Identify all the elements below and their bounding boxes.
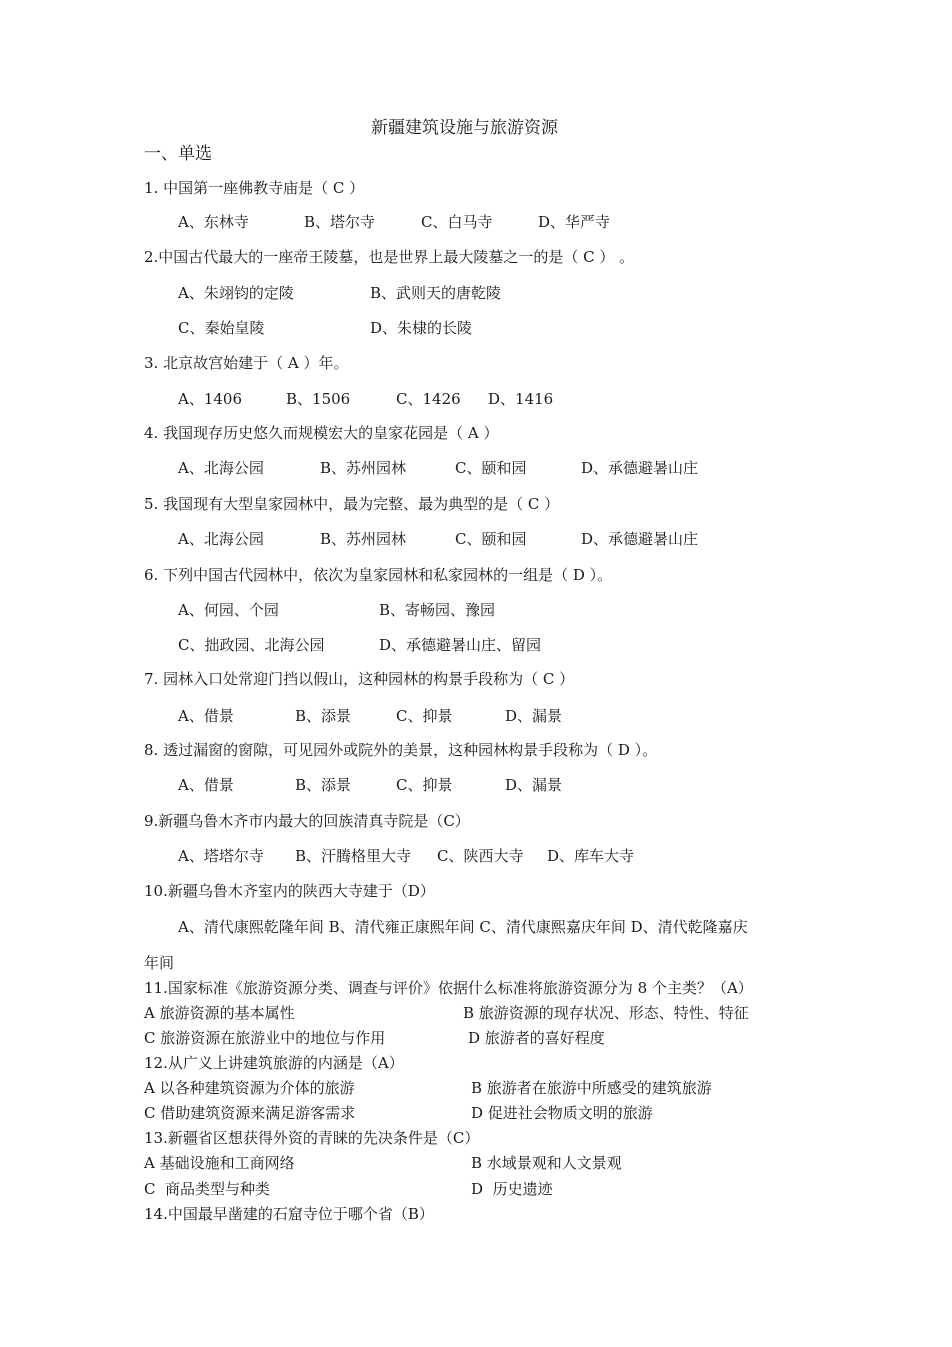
- q1-option-a: A、东林寺: [178, 213, 249, 231]
- question-4: 4. 我国现存历史悠久而规模宏大的皇家花园是（ A ）: [144, 424, 499, 442]
- q12-option-a: A 以各种建筑资源为介体的旅游: [144, 1079, 355, 1097]
- q4-option-d: D、承德避暑山庄: [581, 459, 699, 477]
- q11-option-c: C 旅游资源在旅游业中的地位与作用: [144, 1029, 386, 1047]
- question-14: 14.中国最早凿建的石窟寺位于哪个省（B）: [144, 1205, 434, 1223]
- q12-option-b: B 旅游者在旅游中所感受的建筑旅游: [471, 1079, 712, 1097]
- question-5: 5. 我国现有大型皇家园林中，最为完整、最为典型的是（ C ）: [144, 495, 560, 513]
- q1-option-d: D、华严寺: [538, 213, 611, 231]
- q7-option-a: A、借景: [178, 707, 234, 725]
- section-heading: 一、单选: [144, 144, 212, 164]
- question-3: 3. 北京故宫始建于（ A ）年。: [144, 354, 349, 372]
- q13-option-b: B 水域景观和人文景观: [471, 1154, 622, 1172]
- q8-option-d: D、漏景: [505, 776, 563, 794]
- q8-option-a: A、借景: [178, 776, 234, 794]
- q3-option-c: C、1426: [396, 390, 461, 408]
- q9-option-c: C、陕西大寺: [437, 847, 524, 865]
- question-9: 9.新疆乌鲁木齐市内最大的回族清真寺院是（C）: [144, 812, 470, 830]
- q5-option-c: C、颐和园: [455, 530, 527, 548]
- q10-options-wrap: 年间: [144, 954, 175, 972]
- q11-option-d: D 旅游者的喜好程度: [468, 1029, 605, 1047]
- q6-option-c: C、拙政园、北海公园: [178, 636, 325, 654]
- question-2: 2.中国古代最大的一座帝王陵墓，也是世界上最大陵墓之一的是（ C ） 。: [144, 248, 635, 266]
- q5-option-d: D、承德避暑山庄: [581, 530, 699, 548]
- q7-option-c: C、抑景: [396, 707, 453, 725]
- q4-option-c: C、颐和园: [455, 459, 527, 477]
- q8-option-b: B、添景: [295, 776, 352, 794]
- q6-option-d: D、承德避暑山庄、留园: [379, 636, 542, 654]
- q13-option-a: A 基础设施和工商网络: [144, 1154, 295, 1172]
- question-7: 7. 园林入口处常迎门挡以假山，这种园林的构景手段称为（ C ）: [144, 670, 575, 688]
- question-11: 11.国家标准《旅游资源分类、调查与评价》依据什么标准将旅游资源分为 8 个主类？（A）: [144, 979, 753, 997]
- q8-option-c: C、抑景: [396, 776, 453, 794]
- q9-option-d: D、库车大寺: [547, 847, 635, 865]
- q1-option-c: C、白马寺: [421, 213, 493, 231]
- q12-option-c: C 借助建筑资源来满足游客需求: [144, 1104, 356, 1122]
- q11-option-a: A 旅游资源的基本属性: [144, 1004, 295, 1022]
- q9-option-a: A、塔塔尔寺: [178, 847, 264, 865]
- question-1: 1. 中国第一座佛教寺庙是（ C ）: [144, 179, 365, 197]
- q12-option-d: D 促进社会物质文明的旅游: [471, 1104, 653, 1122]
- q3-option-d: D、1416: [488, 390, 554, 408]
- q6-option-b: B、寄畅园、豫园: [379, 601, 496, 619]
- q11-option-b: B 旅游资源的现存状况、形态、特性、特征: [463, 1004, 749, 1022]
- q4-option-b: B、苏州园林: [320, 459, 407, 477]
- q13-option-c: C 商品类型与种类: [144, 1180, 271, 1198]
- q1-option-b: B、塔尔寺: [304, 213, 376, 231]
- q2-option-a: A、朱翊钧的定陵: [178, 284, 294, 302]
- question-12: 12.从广义上讲建筑旅游的内涵是（A）: [144, 1054, 404, 1072]
- q9-option-b: B、汗腾格里大寺: [295, 847, 412, 865]
- q3-option-a: A、1406: [178, 390, 243, 408]
- question-10: 10.新疆乌鲁木齐室内的陕西大寺建于（D）: [144, 882, 435, 900]
- q10-options-line: A、清代康熙乾隆年间 B、清代雍正康熙年间 C、清代康熙嘉庆年间 D、清代乾隆嘉庆: [178, 918, 748, 936]
- q7-option-b: B、添景: [295, 707, 352, 725]
- q7-option-d: D、漏景: [505, 707, 563, 725]
- q2-option-d: D、朱棣的长陵: [370, 319, 473, 337]
- q5-option-a: A、北海公园: [178, 530, 264, 548]
- question-13: 13.新疆省区想获得外资的青睐的先决条件是（C）: [144, 1129, 480, 1147]
- document-title: 新疆建筑设施与旅游资源: [371, 118, 558, 138]
- q2-option-b: B、武则天的唐乾陵: [370, 284, 502, 302]
- q4-option-a: A、北海公园: [178, 459, 264, 477]
- question-8: 8. 透过漏窗的窗隙，可见园外或院外的美景，这种园林构景手段称为（ D ）。: [144, 741, 658, 759]
- q3-option-b: B、1506: [286, 390, 351, 408]
- q13-option-d: D 历史遗迹: [471, 1180, 553, 1198]
- q2-option-c: C、秦始皇陵: [178, 319, 265, 337]
- q5-option-b: B、苏州园林: [320, 530, 407, 548]
- question-6: 6. 下列中国古代园林中，依次为皇家园林和私家园林的一组是（ D ）。: [144, 566, 613, 584]
- q6-option-a: A、何园、个园: [178, 601, 279, 619]
